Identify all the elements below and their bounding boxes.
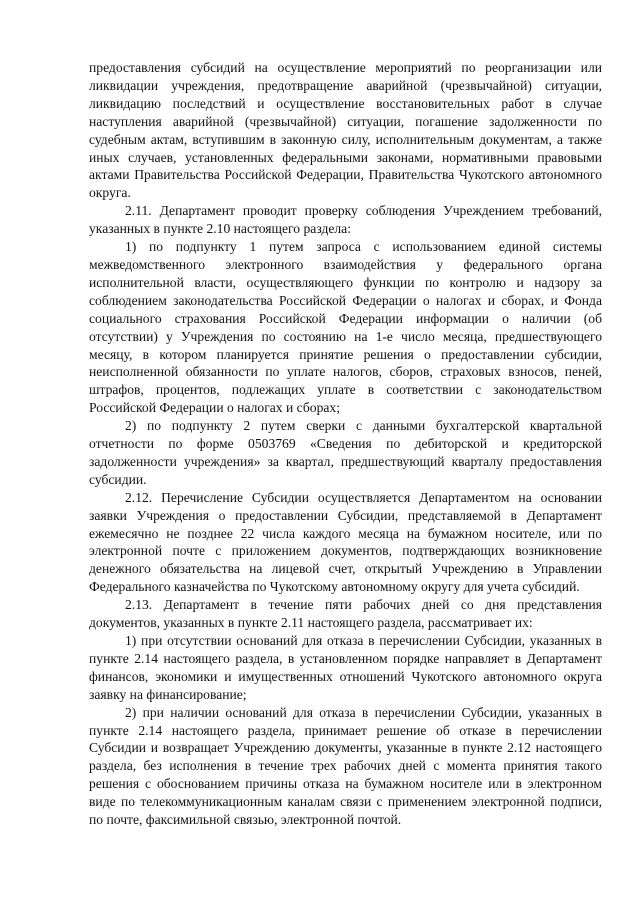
paragraph-2-13-item-1: 1) при отсутствии оснований для отказа в перечислении Субсидии, указанных в пункте 2.14 настоящего раздела, в установленном порядке направляет в Департамент финансов, экономики и имущественных отношений Чукотского автономного округа заявку на финансирование; (89, 633, 602, 702)
paragraph-2-12: 2.12. Перечисление Субсидии осуществляется Департаментом на основании заявки Учреждения о предоставлении Субсидии, представляемой в Департамент ежемесячно не позднее 22 числа каждого месяца на бумажном носителе, или по электронной почте с приложением документов, подтверждающих возникновение денежного обязательства на лицевой счет, открытый Учреждению в Управлении Федерального казначейства по Чукотскому автономному округу для учета субсидий. (89, 489, 602, 595)
document-page (89, 59, 602, 829)
paragraph-2-13-item-2: 2) при наличии оснований для отказа в перечислении Субсидии, указанных в пункте 2.14 настоящего раздела, принимает решение об отказе в перечислении Субсидии и возвращает Учреждению документы, указанные в пункте 2.12 настоящего раздела, без исполнения в течение трех рабочих дней с момента принятия такого решения с обоснованием причины отказа на бумажном носителе или в электронном виде по телекоммуникационным каналам связи с применением электронной подписи, по почте, факсимильной связью, электронной почтой. (89, 704, 602, 828)
paragraph-2-11: 2.11. Департамент проводит проверку соблюдения Учреждением требований, указанных в пункте 2.10 настоящего раздела: (89, 203, 602, 237)
paragraph-2-13: 2.13. Департамент в течение пяти рабочих дней со дня представления документов, указанных в пункте 2.11 настоящего раздела, рассматривает их: (89, 597, 602, 631)
paragraph-continuation: предоставления субсидий на осуществление мероприятий по реорганизации или ликвидации учреждения, предотвращение аварийной (чрезвычайной) ситуации, ликвидацию последствий и осуществление восстановительных работ в случае наступления аварийной (чрезвычайной) ситуации, погашение задолженности по судебным актам, вступившим в законную силу, исполнительным документам, а также иных случаев, установленных федеральными законами, нормативными правовыми актами Правительства Российской Федерации, Правительства Чукотского автономного округа. (89, 60, 602, 201)
paragraph-2-11-item-1: 1) по подпункту 1 путем запроса с использованием единой системы межведомственного электронного взаимодействия у федерального органа исполнительной власти, осуществляющего функции по контролю и надзору за соблюдением законодательства Российской Федерации о налогах и сборах, и Фонда социального страхования Российской Федерации информации о наличии (об отсутствии) у Учреждения по состоянию на 1-е число месяца, предшествующего месяцу, в котором планируется принятие решения о предоставлении субсидии, неисполненной обязанности по уплате налогов, сборов, страховых взносов, пеней, штрафов, процентов, подлежащих уплате в соответствии с законодательством Российской Федерации о налогах и сборах; (89, 239, 602, 416)
paragraph-2-11-item-2: 2) по подпункту 2 путем сверки с данными бухгалтерской квартальной отчетности по форме 0503769 «Сведения по дебиторской и кредиторской задолженности учреждения» за квартал, предшествующий кварталу предоставления субсидии. (89, 418, 602, 487)
